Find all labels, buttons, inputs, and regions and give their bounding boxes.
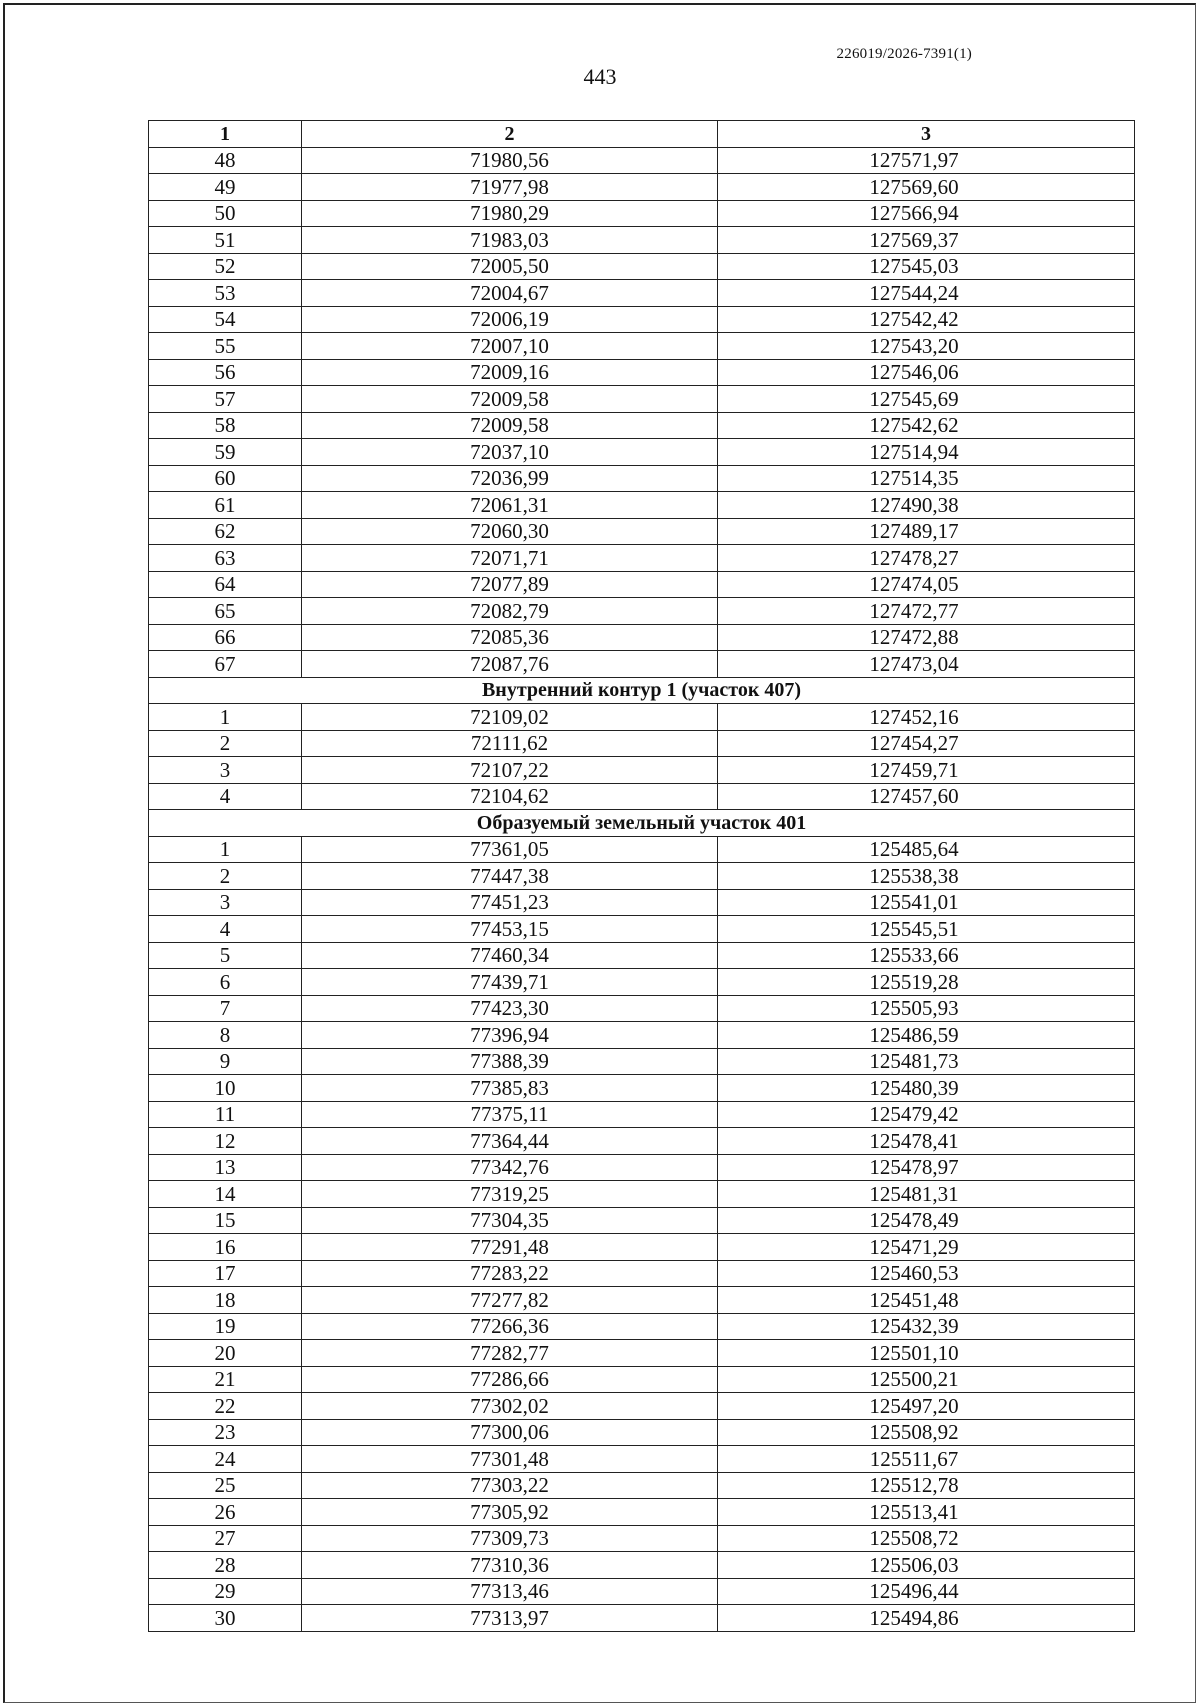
coordinate-x-cell: 127454,27: [718, 730, 1135, 757]
table-row: [149, 651, 1135, 678]
coordinate-x-cell: 127452,16: [718, 704, 1135, 731]
coordinate-x-cell: 125451,48: [718, 1287, 1135, 1314]
coordinate-x-cell: 127571,97: [718, 147, 1135, 174]
point-number-cell: 8: [149, 1022, 302, 1049]
coordinate-y-cell: 77301,48: [302, 1446, 718, 1473]
point-number-cell: 23: [149, 1419, 302, 1446]
point-number-cell: 10: [149, 1075, 302, 1102]
point-number-cell: 14: [149, 1181, 302, 1208]
coordinate-y-cell: 72006,19: [302, 306, 718, 333]
coordinate-y-cell: 77304,35: [302, 1207, 718, 1234]
coordinate-x-cell: 127457,60: [718, 783, 1135, 810]
coordinate-x-cell: 125501,10: [718, 1340, 1135, 1367]
coordinate-x-cell: 125494,86: [718, 1605, 1135, 1632]
table-row: [149, 1234, 1135, 1261]
page-number: 443: [583, 64, 617, 89]
point-number-cell: 29: [149, 1578, 302, 1605]
coordinate-y-cell: 77396,94: [302, 1022, 718, 1049]
coordinate-x-cell: 125478,49: [718, 1207, 1135, 1234]
coordinate-x-cell: 127544,24: [718, 280, 1135, 307]
table-row: [149, 1287, 1135, 1314]
coordinate-x-cell: 127514,35: [718, 465, 1135, 492]
table-row: [149, 1207, 1135, 1234]
table-row: [149, 359, 1135, 386]
table-row: [149, 545, 1135, 572]
coordinate-y-cell: 77460,34: [302, 942, 718, 969]
point-number-cell: 21: [149, 1366, 302, 1393]
table-row: [149, 280, 1135, 307]
point-number-cell: 30: [149, 1605, 302, 1632]
coordinate-y-cell: 77266,36: [302, 1313, 718, 1340]
coordinate-x-cell: 125545,51: [718, 916, 1135, 943]
point-number-cell: 24: [149, 1446, 302, 1473]
point-number-cell: 52: [149, 253, 302, 280]
coordinate-y-cell: 72087,76: [302, 651, 718, 678]
table-header-row: [149, 121, 1135, 148]
coordinate-x-cell: 125511,67: [718, 1446, 1135, 1473]
coordinate-y-cell: 77439,71: [302, 969, 718, 996]
table-body: [149, 147, 1135, 1631]
point-number-cell: 4: [149, 783, 302, 810]
point-number-cell: 49: [149, 174, 302, 201]
point-number-cell: 1: [149, 704, 302, 731]
coordinate-y-cell: 77453,15: [302, 916, 718, 943]
coordinate-y-cell: 72077,89: [302, 571, 718, 598]
coordinate-x-cell: 127472,77: [718, 598, 1135, 625]
column-header-number: 1: [149, 121, 302, 148]
point-number-cell: 18: [149, 1287, 302, 1314]
point-number-cell: 5: [149, 942, 302, 969]
coordinate-x-cell: 125460,53: [718, 1260, 1135, 1287]
point-number-cell: 17: [149, 1260, 302, 1287]
coordinate-y-cell: 72007,10: [302, 333, 718, 360]
table-row: [149, 518, 1135, 545]
point-number-cell: 54: [149, 306, 302, 333]
coordinate-y-cell: 72009,16: [302, 359, 718, 386]
coordinate-x-cell: 127514,94: [718, 439, 1135, 466]
coordinate-y-cell: 77283,22: [302, 1260, 718, 1287]
coordinate-x-cell: 127566,94: [718, 200, 1135, 227]
coordinate-x-cell: 125538,38: [718, 863, 1135, 890]
coordinate-y-cell: 77282,77: [302, 1340, 718, 1367]
coordinate-y-cell: 77375,11: [302, 1101, 718, 1128]
point-number-cell: 11: [149, 1101, 302, 1128]
point-number-cell: 9: [149, 1048, 302, 1075]
column-header-x: 3: [718, 121, 1135, 148]
coordinate-y-cell: 77313,46: [302, 1578, 718, 1605]
section-title: Внутренний контур 1 (участок 407): [149, 677, 1135, 704]
column-header-y: 2: [302, 121, 718, 148]
point-number-cell: 57: [149, 386, 302, 413]
table-row: [149, 1075, 1135, 1102]
table-row: [149, 1366, 1135, 1393]
coordinate-x-cell: 125479,42: [718, 1101, 1135, 1128]
table-row: [149, 1605, 1135, 1632]
table-row: [149, 969, 1135, 996]
coordinate-x-cell: 125513,41: [718, 1499, 1135, 1526]
coordinate-x-cell: 125480,39: [718, 1075, 1135, 1102]
coordinate-y-cell: 77388,39: [302, 1048, 718, 1075]
table-row: [149, 1128, 1135, 1155]
point-number-cell: 1: [149, 836, 302, 863]
coordinate-x-cell: 125471,29: [718, 1234, 1135, 1261]
table-row: [149, 704, 1135, 731]
coordinate-y-cell: 77361,05: [302, 836, 718, 863]
coordinate-x-cell: 127569,37: [718, 227, 1135, 254]
coordinate-x-cell: 125512,78: [718, 1472, 1135, 1499]
table-row: [149, 1499, 1135, 1526]
coordinate-x-cell: 125496,44: [718, 1578, 1135, 1605]
coordinate-x-cell: 125519,28: [718, 969, 1135, 996]
coordinate-x-cell: 125481,73: [718, 1048, 1135, 1075]
table-row: [149, 174, 1135, 201]
coordinate-x-cell: 125500,21: [718, 1366, 1135, 1393]
coordinate-x-cell: 127545,69: [718, 386, 1135, 413]
point-number-cell: 58: [149, 412, 302, 439]
table-row: [149, 1525, 1135, 1552]
coordinate-y-cell: 72009,58: [302, 386, 718, 413]
point-number-cell: 66: [149, 624, 302, 651]
point-number-cell: 19: [149, 1313, 302, 1340]
coordinate-y-cell: 72104,62: [302, 783, 718, 810]
coordinate-x-cell: 127542,62: [718, 412, 1135, 439]
coordinate-y-cell: 77309,73: [302, 1525, 718, 1552]
coordinate-x-cell: 125478,41: [718, 1128, 1135, 1155]
point-number-cell: 64: [149, 571, 302, 598]
coordinate-x-cell: 125541,01: [718, 889, 1135, 916]
table-row: [149, 1048, 1135, 1075]
coordinate-x-cell: 125505,93: [718, 995, 1135, 1022]
point-number-cell: 3: [149, 757, 302, 784]
coordinate-x-cell: 127459,71: [718, 757, 1135, 784]
document-number: 226019/2026-7391(1): [836, 46, 972, 62]
table-row: [149, 863, 1135, 890]
table-row: [149, 386, 1135, 413]
table-row: [149, 916, 1135, 943]
table-row: [149, 227, 1135, 254]
table-row: [149, 942, 1135, 969]
coordinate-y-cell: 77286,66: [302, 1366, 718, 1393]
coordinate-y-cell: 77385,83: [302, 1075, 718, 1102]
coordinate-y-cell: 77364,44: [302, 1128, 718, 1155]
table-row: [149, 1181, 1135, 1208]
coordinate-y-cell: 77313,97: [302, 1605, 718, 1632]
point-number-cell: 50: [149, 200, 302, 227]
point-number-cell: 62: [149, 518, 302, 545]
coordinate-y-cell: 77300,06: [302, 1419, 718, 1446]
table-row: [149, 1101, 1135, 1128]
table-row: [149, 333, 1135, 360]
table-row: [149, 439, 1135, 466]
coordinate-y-cell: 72009,58: [302, 412, 718, 439]
table-row: [149, 1260, 1135, 1287]
table-row: [149, 412, 1135, 439]
table-row: [149, 1022, 1135, 1049]
point-number-cell: 65: [149, 598, 302, 625]
point-number-cell: 60: [149, 465, 302, 492]
coordinate-x-cell: 127543,20: [718, 333, 1135, 360]
coordinate-y-cell: 77342,76: [302, 1154, 718, 1181]
point-number-cell: 55: [149, 333, 302, 360]
coordinate-x-cell: 127478,27: [718, 545, 1135, 572]
coordinate-x-cell: 127542,42: [718, 306, 1135, 333]
coordinate-y-cell: 72037,10: [302, 439, 718, 466]
table-row: [149, 1154, 1135, 1181]
coordinate-x-cell: 125432,39: [718, 1313, 1135, 1340]
coordinate-x-cell: 127474,05: [718, 571, 1135, 598]
point-number-cell: 67: [149, 651, 302, 678]
point-number-cell: 2: [149, 730, 302, 757]
point-number-cell: 26: [149, 1499, 302, 1526]
coordinate-y-cell: 72060,30: [302, 518, 718, 545]
coordinate-y-cell: 77451,23: [302, 889, 718, 916]
coordinate-x-cell: 125486,59: [718, 1022, 1135, 1049]
table-row: [149, 624, 1135, 651]
coordinate-y-cell: 77291,48: [302, 1234, 718, 1261]
table-row: [149, 253, 1135, 280]
table-row: [149, 306, 1135, 333]
table-row: [149, 1393, 1135, 1420]
coordinate-y-cell: 72005,50: [302, 253, 718, 280]
coordinate-y-cell: 77277,82: [302, 1287, 718, 1314]
coordinate-y-cell: 71983,03: [302, 227, 718, 254]
coordinate-y-cell: 72061,31: [302, 492, 718, 519]
point-number-cell: 12: [149, 1128, 302, 1155]
coordinate-x-cell: 125481,31: [718, 1181, 1135, 1208]
table-row: [149, 889, 1135, 916]
point-number-cell: 20: [149, 1340, 302, 1367]
point-number-cell: 22: [149, 1393, 302, 1420]
table-row: [149, 1419, 1135, 1446]
point-number-cell: 3: [149, 889, 302, 916]
coordinate-x-cell: 127490,38: [718, 492, 1135, 519]
coordinate-x-cell: 125533,66: [718, 942, 1135, 969]
coordinate-y-cell: 77447,38: [302, 863, 718, 890]
coordinate-x-cell: 125478,97: [718, 1154, 1135, 1181]
coordinate-y-cell: 77319,25: [302, 1181, 718, 1208]
table-row: [149, 200, 1135, 227]
point-number-cell: 16: [149, 1234, 302, 1261]
table-row: [149, 995, 1135, 1022]
point-number-cell: 28: [149, 1552, 302, 1579]
table-row: [149, 598, 1135, 625]
table-row: [149, 465, 1135, 492]
point-number-cell: 2: [149, 863, 302, 890]
coordinate-y-cell: 72036,99: [302, 465, 718, 492]
table-row: [149, 757, 1135, 784]
coordinate-x-cell: 127472,88: [718, 624, 1135, 651]
point-number-cell: 53: [149, 280, 302, 307]
point-number-cell: 27: [149, 1525, 302, 1552]
coordinate-y-cell: 72109,02: [302, 704, 718, 731]
coordinate-y-cell: 72085,36: [302, 624, 718, 651]
point-number-cell: 56: [149, 359, 302, 386]
coordinate-x-cell: 127545,03: [718, 253, 1135, 280]
table-row: [149, 1578, 1135, 1605]
point-number-cell: 6: [149, 969, 302, 996]
table-row: [149, 836, 1135, 863]
point-number-cell: 59: [149, 439, 302, 466]
coordinate-y-cell: 71980,29: [302, 200, 718, 227]
coordinate-y-cell: 72004,67: [302, 280, 718, 307]
coordinate-x-cell: 125497,20: [718, 1393, 1135, 1420]
coordinate-y-cell: 77310,36: [302, 1552, 718, 1579]
section-title: Образуемый земельный участок 401: [149, 810, 1135, 837]
point-number-cell: 15: [149, 1207, 302, 1234]
coordinate-y-cell: 72071,71: [302, 545, 718, 572]
coordinate-y-cell: 77305,92: [302, 1499, 718, 1526]
coordinate-y-cell: 72082,79: [302, 598, 718, 625]
coordinate-x-cell: 127546,06: [718, 359, 1135, 386]
point-number-cell: 7: [149, 995, 302, 1022]
table-row: [149, 147, 1135, 174]
coordinate-y-cell: 77303,22: [302, 1472, 718, 1499]
coordinate-y-cell: 72107,22: [302, 757, 718, 784]
point-number-cell: 63: [149, 545, 302, 572]
coordinate-x-cell: 125508,72: [718, 1525, 1135, 1552]
point-number-cell: 61: [149, 492, 302, 519]
coordinate-x-cell: 127569,60: [718, 174, 1135, 201]
table-row: [149, 571, 1135, 598]
table-row: [149, 1472, 1135, 1499]
point-number-cell: 13: [149, 1154, 302, 1181]
section-title-row: [149, 677, 1135, 704]
coordinate-x-cell: 125506,03: [718, 1552, 1135, 1579]
section-title-row: [149, 810, 1135, 837]
point-number-cell: 25: [149, 1472, 302, 1499]
coordinate-x-cell: 125508,92: [718, 1419, 1135, 1446]
table-row: [149, 783, 1135, 810]
point-number-cell: 4: [149, 916, 302, 943]
table-row: [149, 1552, 1135, 1579]
table-row: [149, 730, 1135, 757]
point-number-cell: 48: [149, 147, 302, 174]
coordinate-x-cell: 125485,64: [718, 836, 1135, 863]
table-row: [149, 1340, 1135, 1367]
table-row: [149, 1313, 1135, 1340]
coordinate-x-cell: 127473,04: [718, 651, 1135, 678]
coordinate-y-cell: 77423,30: [302, 995, 718, 1022]
coordinate-y-cell: 71977,98: [302, 174, 718, 201]
point-number-cell: 51: [149, 227, 302, 254]
coordinates-table: [148, 120, 1135, 1632]
table-row: [149, 1446, 1135, 1473]
coordinate-x-cell: 127489,17: [718, 518, 1135, 545]
coordinate-y-cell: 71980,56: [302, 147, 718, 174]
coordinate-y-cell: 72111,62: [302, 730, 718, 757]
table-row: [149, 492, 1135, 519]
coordinate-y-cell: 77302,02: [302, 1393, 718, 1420]
